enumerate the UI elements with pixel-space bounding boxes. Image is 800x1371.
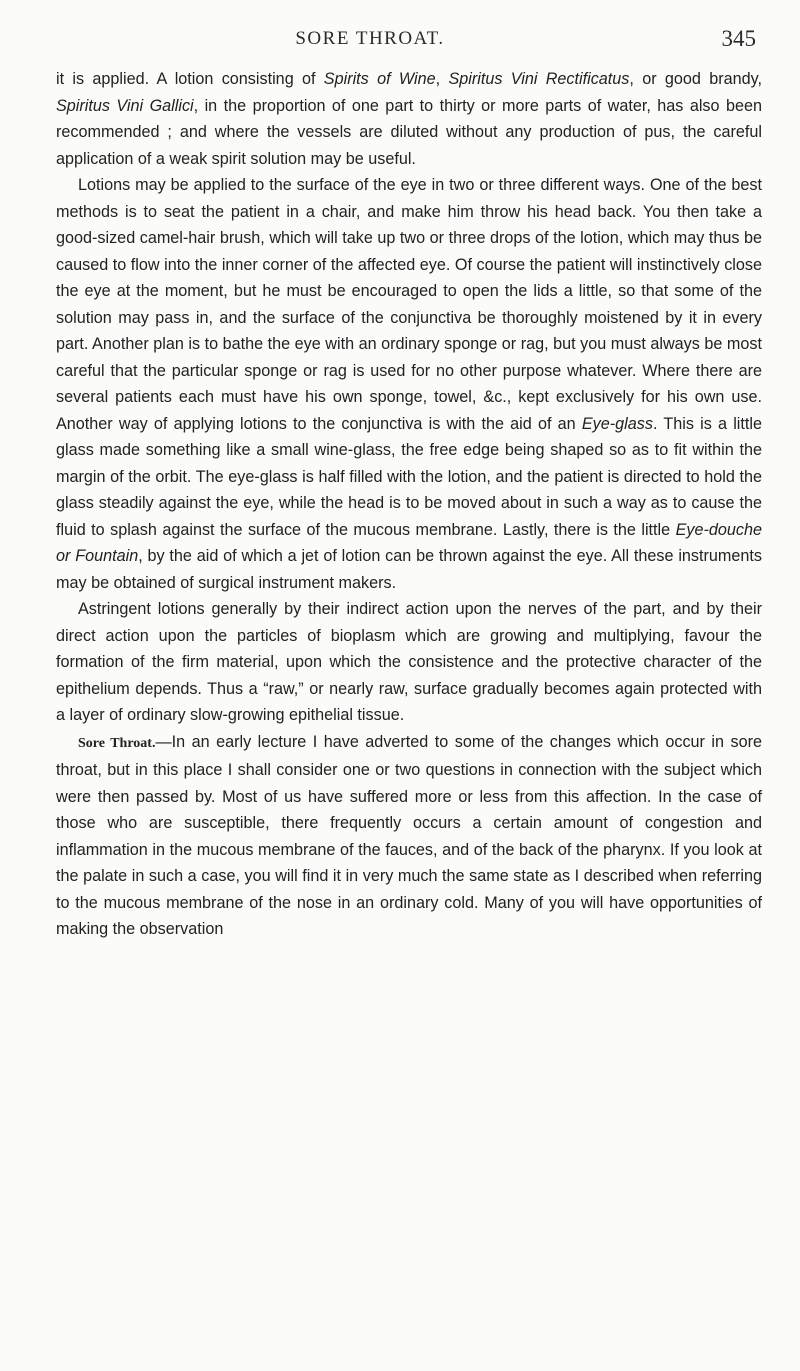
italic-term: Eye-douche or Fountain: [56, 520, 762, 565]
paragraph-sore-throat: [56, 729, 762, 943]
page-number: 345: [721, 26, 756, 51]
paragraph-applying-lotions: [56, 172, 762, 596]
text-run: , by the aid of which a jet of lotion can be thrown against the eye. All these instruments may be obtained of surgical instrument makers.: [56, 547, 762, 592]
text-run: Astringent lotions generally by their indirect action upon the nerves of the part, and by their direct action upon the particles of bioplasm which are growing and multiplying, favour the formation of the firm material, upon which the consistence and the protective character of the epithelium depends. Thus a “raw,” or nearly raw, surface gradually becomes again protected with a layer of ordinary slow-growing epithelial tissue.: [56, 600, 762, 724]
italic-term: Spiritus Vini Gallici: [56, 96, 194, 115]
italic-term: Eye-glass: [581, 414, 653, 433]
text-run: , or good brandy,: [629, 70, 762, 88]
running-header: [80, 26, 780, 56]
running-title: SORE THROAT.: [295, 28, 445, 49]
text-run: ,: [435, 70, 449, 88]
paragraph-spirit-lotion: [56, 66, 762, 172]
italic-term: Spiritus Vini Rectificatus: [448, 70, 630, 88]
section-heading: Sore Throat.: [78, 735, 156, 751]
body-text: [56, 66, 762, 943]
text-run: . This is a little glass made something like a small wine-glass, the free edge being shaped so as to fit within the margin of the orbit. The eye-glass is half filled with the lotion, and the patient is directed to hold the glass steadily against the eye, while the head is to be moved about in such a way as to cause the fluid to splash against the surface of the mucous membrane. Lastly, there is the little: [56, 414, 762, 539]
paragraph-astringent-lotions: [56, 596, 762, 729]
text-run: —In an early lecture I have adverted to some of the changes which occur in sore throat, but in this place I shall consider one or two questions in connection with the subject which were then passed by. Most of us have suffered more or less from this affection. In the case of those who are susceptible, there frequently occurs a certain amount of congestion and inflammation in the mucous membrane of the fauces, and of the back of the pharynx. If you look at the palate in such a case, you will find it in very much the same state as I described when referring to the mucous membrane of the nose in an ordinary cold. Many of you will have opportunities of making the observation: [56, 732, 762, 938]
italic-term: Spirits of Wine: [323, 70, 436, 88]
text-run: it is applied. A lotion consisting of: [56, 70, 324, 88]
text-run: , in the proportion of one part to thirty or more parts of water, has also been recommended ; and where the vessels are diluted without any production of pus, the careful application of a weak spirit solution may be useful.: [56, 96, 762, 168]
text-run: Lotions may be applied to the surface of the eye in two or three different ways. One of the best methods is to seat the patient in a chair, and make him throw his head back. You then take a good-sized camel-hair brush, which will take up two or three drops of the lotion, which may thus be caused to flow into the inner corner of the affected eye. Of course the patient will instinctively close the eye at the moment, but he must be encouraged to open the lids a little, so that some of the solution may pass in, and the surface of the conjunctiva be thoroughly moistened by it in every part. Another plan is to bathe the eye with an ordinary sponge or rag, but you must always be most careful that the particular sponge or rag is used for no other purpose whatever. Where there are several patients each must have his own sponge, towel, &c., kept exclusively for his own use. Another way of applying lotions to the conjunctiva is with the aid of an: [56, 176, 762, 433]
